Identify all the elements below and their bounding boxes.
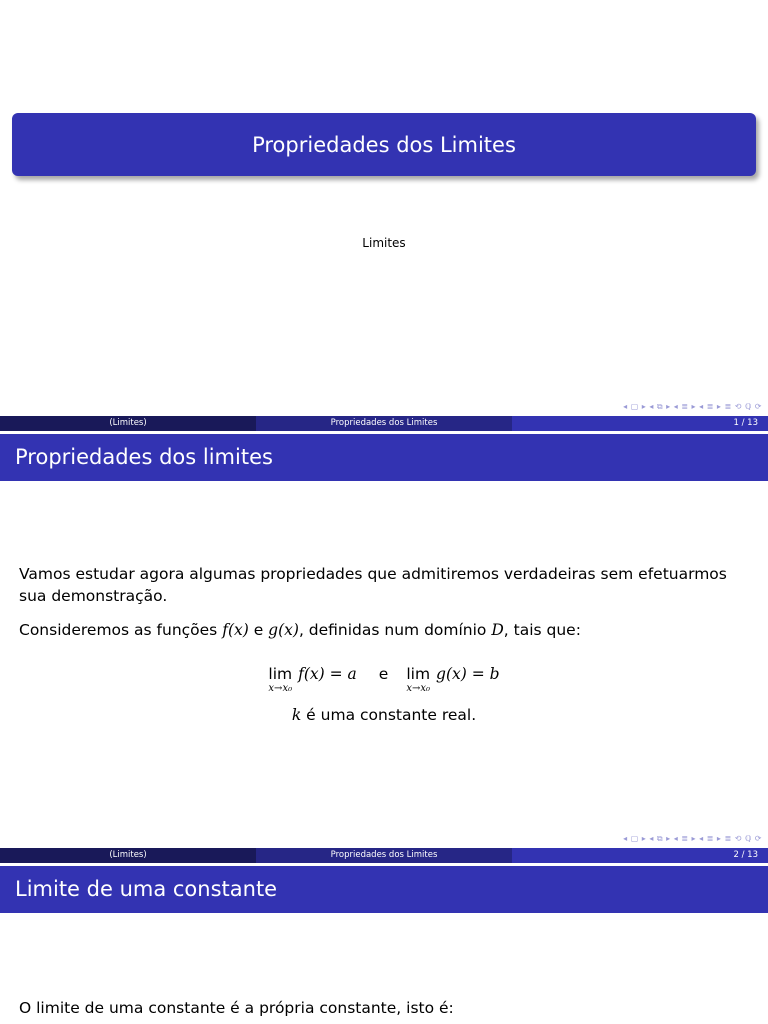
presentation-title: Propriedades dos Limites <box>252 132 516 157</box>
footer-title: Propriedades dos Limites <box>256 848 512 863</box>
domain-symbol: D <box>491 621 504 639</box>
constant-definition: k é uma constante real. <box>291 706 477 724</box>
author-line: Limites <box>362 236 406 250</box>
title-slide-heading <box>12 113 756 176</box>
conjunction: e <box>378 665 389 683</box>
footer-author: (Limites) <box>0 416 256 431</box>
paragraph-functions: Consideremos as funções f(x) e g(x), definidas num domínio D, tais que: <box>19 621 581 639</box>
footer-title: Propriedades dos Limites <box>256 416 512 431</box>
paragraph: O limite de uma constante é a própria constante, isto é: <box>19 999 454 1017</box>
g-of-x: g(x) <box>268 621 299 639</box>
limit-operator-f: lim x→x₀ <box>268 665 293 694</box>
footer-author: (Limites) <box>0 848 256 863</box>
frame-title: Propriedades dos limites <box>0 434 768 481</box>
limit-g-expression: g(x) = b <box>436 665 500 683</box>
f-of-x: f(x) <box>222 621 249 639</box>
paragraph: Vamos estudar agora algumas propriedades que admitiremos verdadeiras sem efetuarmos sua demonstração. <box>19 565 727 605</box>
frame-title: Limite de uma constante <box>0 866 768 913</box>
footer-page-number: 1 / 13 <box>512 416 768 431</box>
limit-f-expression: f(x) = a <box>298 665 357 683</box>
footer-page-number: 2 / 13 <box>512 848 768 863</box>
beamer-navigation-icons[interactable]: ◂ ▢ ▸ ◂ ⧉ ▸ ◂ ≣ ▸ ◂ ≣ ▸ ≣ ⟲ ℚ ⟳ <box>623 834 762 843</box>
limit-equations <box>0 664 768 700</box>
slide1-footer <box>0 416 768 431</box>
limit-operator-g: lim x→x₀ <box>406 665 431 694</box>
slide2-footer <box>0 848 768 863</box>
beamer-navigation-icons[interactable]: ◂ ▢ ▸ ◂ ⧉ ▸ ◂ ≣ ▸ ◂ ≣ ▸ ≣ ⟲ ℚ ⟳ <box>623 402 762 411</box>
